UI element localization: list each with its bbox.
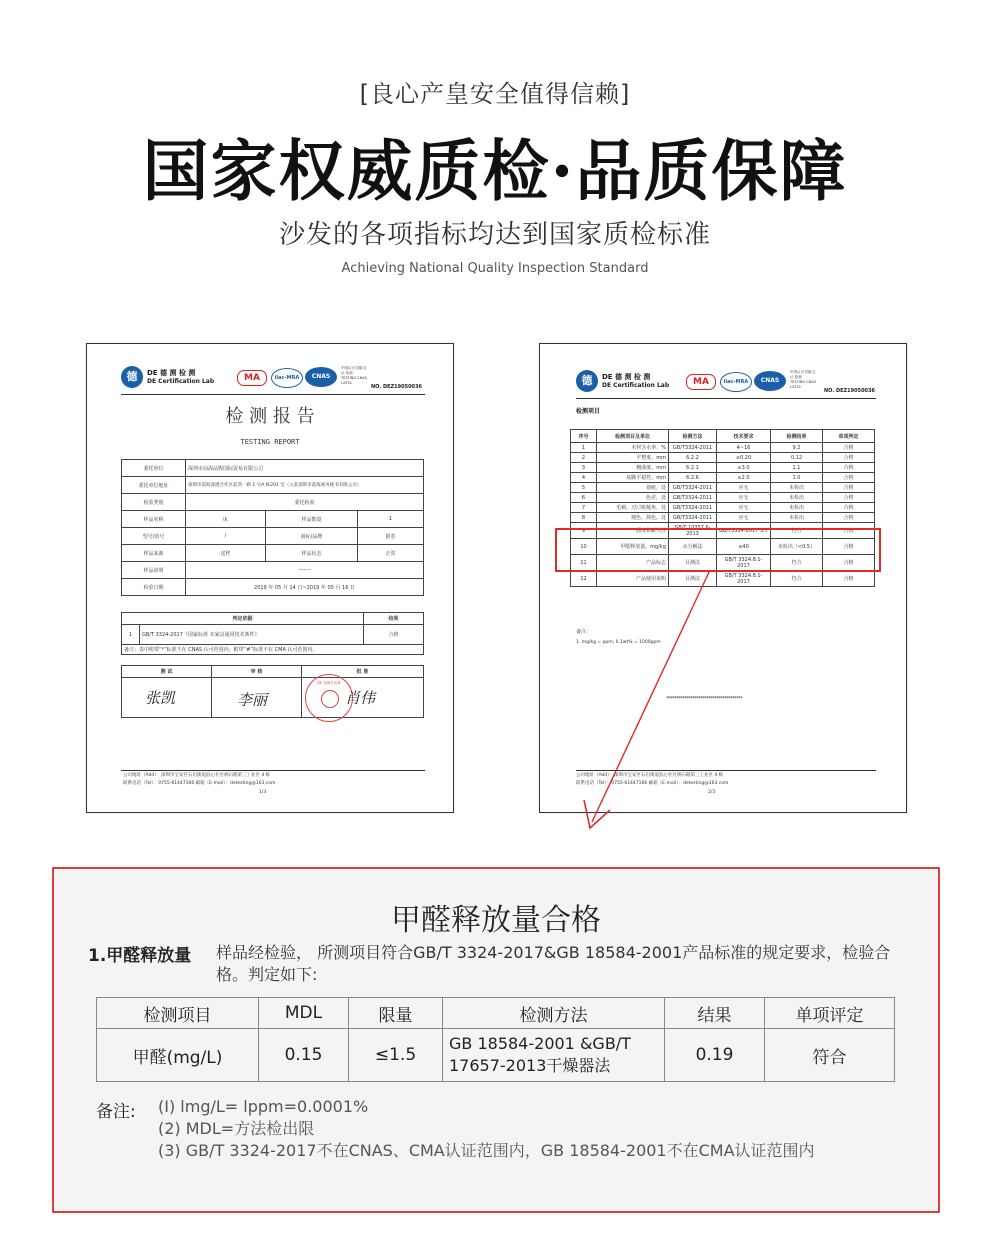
table-cell: 合格 bbox=[823, 473, 875, 483]
limit-cell: ≤1.5 bbox=[349, 1029, 443, 1082]
section-title: 检测项目 bbox=[576, 408, 601, 415]
table-cell: 合格 bbox=[823, 513, 875, 523]
report-page-1 bbox=[86, 343, 454, 813]
table-cell: GB/T3324-2011 bbox=[669, 493, 717, 503]
report-number: NO. DEZ19050036 bbox=[824, 388, 875, 394]
result-header: 结果 bbox=[364, 613, 424, 625]
table-cell: 合格 bbox=[823, 443, 875, 453]
table-cell: 6.2.1 bbox=[669, 463, 717, 473]
table-cell: 翘曲度，mm bbox=[597, 463, 669, 473]
mdl-cell: 0.15 bbox=[259, 1029, 349, 1082]
table-row bbox=[122, 625, 424, 645]
de-logo-icon: 德 bbox=[121, 366, 143, 388]
table-cell: 7 bbox=[571, 503, 597, 513]
header-divider bbox=[576, 398, 876, 399]
cnas-note: 中国认可 国际互认 检测 TESTING CNAS L2532 bbox=[790, 370, 816, 389]
table-cell: ≤2.0 bbox=[717, 473, 771, 483]
ilac-mra-badge-icon: ilac-MRA bbox=[720, 372, 752, 392]
report-title: 检 测 报 告 bbox=[225, 406, 315, 427]
table-cell: 未检出（<0.5） bbox=[771, 539, 823, 555]
remark-text: 备注：表中附带“*”标准不在 CNAS 认可范围内；附带“#”标准不在 CMA 认可范围内。 bbox=[122, 645, 424, 655]
table-cell: GB/T 3324.8.1-2017 bbox=[717, 571, 771, 587]
judge-text: GB/T 3324-2017《国家标准 木家具通用技术条件》 bbox=[140, 625, 364, 645]
subtitle: 沙发的各项指标均达到国家质检标准 bbox=[278, 220, 711, 250]
formaldehyde-table bbox=[96, 997, 895, 1082]
cma-badge-icon: MA bbox=[237, 370, 267, 386]
table-cell: GB/T 3324.8.1-2017 bbox=[717, 555, 771, 571]
header-cell: 检测方法 bbox=[443, 998, 665, 1029]
sign-label-approver: 批 准 bbox=[302, 666, 424, 678]
report-number: NO. DEZ19050036 bbox=[371, 384, 422, 390]
table-cell: 产品使用说明 bbox=[597, 571, 669, 587]
table-cell: 划痕，处 bbox=[597, 483, 669, 493]
table-cell: 应无 bbox=[717, 503, 771, 513]
table-row bbox=[122, 477, 424, 494]
table-cell: 合格 bbox=[823, 523, 875, 539]
header-cell: 检测项目及单位 bbox=[597, 430, 669, 443]
header-cell: 单项评定 bbox=[765, 998, 895, 1029]
table-cell: 2 bbox=[571, 453, 597, 463]
cell-label: 样品来源 bbox=[122, 545, 186, 562]
table-cell: 1 bbox=[571, 443, 597, 453]
lab-name: DE Certification Lab bbox=[602, 382, 670, 389]
table-row bbox=[122, 579, 424, 596]
table-row bbox=[122, 666, 424, 678]
cell-value: 1 bbox=[358, 511, 424, 528]
item-description: 样品经检验， 所测项目符合GB/T 3324-2017&GB 18584-2001产品标准的规定要求，检验合格。判定如下: bbox=[216, 943, 891, 984]
table-cell: GB/T3324-2011 bbox=[669, 503, 717, 513]
header-cell: 检测方法 bbox=[669, 430, 717, 443]
table-cell: 应无 bbox=[717, 483, 771, 493]
table-cell: 1.1 bbox=[771, 463, 823, 473]
panel-title: 甲醛释放量合格 bbox=[391, 903, 601, 938]
table-cell: 符合 bbox=[771, 555, 823, 571]
cell-label: 委托单位地址 bbox=[122, 477, 186, 494]
table-row bbox=[97, 1029, 895, 1082]
report-title-english: TESTING REPORT bbox=[240, 438, 300, 446]
notes-list bbox=[158, 1096, 815, 1162]
note-item: (2) MDL=方法检出限 bbox=[158, 1119, 315, 1138]
signature-tester: 张凯 bbox=[145, 689, 176, 707]
cell-value: 深圳市前海品铿国际贸易有限公司 bbox=[186, 460, 424, 477]
table-row bbox=[571, 463, 875, 473]
tagline: [良心产皇安全值得信赖] bbox=[359, 80, 631, 108]
result-cell: 0.19 bbox=[665, 1029, 765, 1082]
table-cell: 9 bbox=[571, 523, 597, 539]
table-cell: 目测法 bbox=[669, 555, 717, 571]
table-cell: 摇度和耐久性 bbox=[597, 523, 669, 539]
signature-reviewer: 李丽 bbox=[237, 691, 268, 709]
cell-value: 送样 bbox=[186, 545, 266, 562]
cell-label: 检验类别 bbox=[122, 494, 186, 511]
table-cell: GB/T 10357.6-2013 bbox=[669, 523, 717, 539]
table-row bbox=[122, 562, 424, 579]
table-cell: ≤3.0 bbox=[717, 463, 771, 473]
note-label: 备注： bbox=[576, 629, 592, 635]
footer-address: 公司地址（Add）：深圳市宝安区石岩街道浪心社区洲石路第三工业区 4 栋 bbox=[123, 773, 271, 778]
table-cell: 4~16 bbox=[717, 443, 771, 453]
page-number: 2/3 bbox=[708, 790, 716, 795]
rating-cell: 符合 bbox=[765, 1029, 895, 1082]
table-cell: 合格 bbox=[823, 453, 875, 463]
table-cell: 合格 bbox=[823, 571, 875, 587]
table-cell: 合格 bbox=[823, 493, 875, 503]
judgement-table bbox=[121, 612, 424, 655]
cell-label: 商标/品牌 bbox=[266, 528, 358, 545]
header-cell: 检测结果 bbox=[771, 430, 823, 443]
table-cell: GB/T3324-2011 bbox=[669, 513, 717, 523]
header-cell: 序号 bbox=[571, 430, 597, 443]
table-cell: 9.2 bbox=[771, 443, 823, 453]
cell-value: 正常 bbox=[358, 545, 424, 562]
footer-contact: 联系电话（Tel）：0755-61447166 邮箱（E-mail）：detesting@163.com bbox=[123, 781, 276, 786]
cell-label: 样品说明 bbox=[122, 562, 186, 579]
table-header-row bbox=[571, 430, 875, 443]
footer-contact: 联系电话（Tel）：0755-61447166 邮箱（E-mail）：detesting@163.com bbox=[576, 781, 729, 786]
cell-label: 型号/款号 bbox=[122, 528, 186, 545]
item-cell: 甲醛(mg/L) bbox=[97, 1029, 259, 1082]
footer-address: 公司地址（Add）：深圳市宝安区石岩街道浪心社区洲石路第三工业区 4 栋 bbox=[576, 773, 724, 778]
table-cell: 6 bbox=[571, 493, 597, 503]
table-cell: 11 bbox=[571, 555, 597, 571]
table-cell: ≤0.20 bbox=[717, 453, 771, 463]
table-header-row bbox=[97, 998, 895, 1029]
lab-short-name: DE 德 测 检 测 bbox=[147, 369, 196, 377]
report-header bbox=[87, 360, 453, 392]
table-cell: 底脚平稳性，mm bbox=[597, 473, 669, 483]
header-cell: 限量 bbox=[349, 998, 443, 1029]
table-row bbox=[122, 511, 424, 528]
report-info-table bbox=[121, 459, 424, 596]
table-cell: GB/T3324-2017 5.7 bbox=[717, 523, 771, 539]
table-cell: 未检出 bbox=[771, 503, 823, 513]
de-logo-icon: 德 bbox=[576, 370, 598, 392]
signature-approver: 肖伟 bbox=[345, 689, 376, 707]
table-cell: 符合 bbox=[771, 571, 823, 587]
header-cell: 单项判定 bbox=[823, 430, 875, 443]
header-cell: 技术要求 bbox=[717, 430, 771, 443]
table-row bbox=[122, 545, 424, 562]
table-cell: GB/T3324-2011 bbox=[669, 443, 717, 453]
cell-label: 样品名称 bbox=[122, 511, 186, 528]
lab-short-name: DE 德 测 检 测 bbox=[602, 373, 651, 381]
table-cell: 8 bbox=[571, 513, 597, 523]
table-cell: 色差，处 bbox=[597, 493, 669, 503]
table-cell: 产品标志 bbox=[597, 555, 669, 571]
judge-result: 合格 bbox=[364, 625, 424, 645]
table-cell: 未检出 bbox=[771, 513, 823, 523]
footer-divider bbox=[121, 770, 425, 771]
cell-value: / bbox=[186, 528, 266, 545]
table-cell: 4 bbox=[571, 473, 597, 483]
report-header bbox=[540, 364, 906, 396]
cell-label: 样品状态 bbox=[266, 545, 358, 562]
table-cell: 毛刺、刃口锐棱角，处 bbox=[597, 503, 669, 513]
header-cell: MDL bbox=[259, 998, 349, 1029]
table-row bbox=[571, 493, 875, 503]
notes-label: 备注: bbox=[96, 1102, 136, 1122]
table-row bbox=[122, 528, 424, 545]
table-row bbox=[122, 613, 424, 625]
note-text: 1. mg/kg = ppm; 0.1wt% = 1000ppm bbox=[576, 640, 661, 645]
cell-value: 银卷 bbox=[358, 528, 424, 545]
lab-name: DE Certification Lab bbox=[147, 378, 215, 385]
cell-value: 深圳市前海深港合作区前湾一路 1 号A 栋201 室（入驻深圳市前海商务秘书有限公司） bbox=[186, 477, 424, 494]
table-cell: 5 bbox=[571, 483, 597, 493]
method-cell: GB 18584-2001 &GB/T 17657-2013干燥器法 bbox=[443, 1029, 665, 1082]
stamp-star-icon bbox=[321, 690, 339, 708]
table-row bbox=[571, 453, 875, 463]
table-cell: 合格 bbox=[823, 503, 875, 513]
cell-value: 2019 年 05 月 14 日~2019 年 05 月 16 日 bbox=[186, 579, 424, 596]
end-of-report-line: ************************************** bbox=[666, 696, 742, 702]
table-cell: 0.12 bbox=[771, 453, 823, 463]
table-row bbox=[122, 645, 424, 655]
header-divider bbox=[121, 394, 425, 395]
headline: 国家权威质检·品质保障 bbox=[142, 132, 848, 210]
table-cell: 平整度，mm bbox=[597, 453, 669, 463]
table-cell: 1.0 bbox=[771, 473, 823, 483]
note-item: (3) GB/T 3324-2017不在CNAS、CMA认证范围内，GB 18584-2001不在CMA认证范围内 bbox=[158, 1141, 815, 1160]
pointer-arrow-icon bbox=[570, 560, 730, 840]
cell-label: 检验日期 bbox=[122, 579, 186, 596]
sign-label-tester: 测 试 bbox=[122, 666, 212, 678]
table-cell: 木材含水率，% bbox=[597, 443, 669, 453]
table-cell: 6.2.2 bbox=[669, 453, 717, 463]
cma-badge-icon: MA bbox=[686, 374, 716, 390]
table-cell: 合格 bbox=[823, 539, 875, 555]
judge-header: 判定依据 bbox=[122, 613, 364, 625]
table-cell: 符合 bbox=[771, 523, 823, 539]
table-cell: 10 bbox=[571, 539, 597, 555]
table-cell: 合格 bbox=[823, 463, 875, 473]
table-cell: GB/T3324-2011 bbox=[669, 483, 717, 493]
note-item: (I) lmg/L= lppm=0.0001% bbox=[158, 1097, 369, 1116]
detail-panel bbox=[52, 867, 940, 1213]
table-row bbox=[571, 443, 875, 453]
header-cell: 结果 bbox=[665, 998, 765, 1029]
table-cell: 6.2.6 bbox=[669, 473, 717, 483]
cell-label: 委托单位 bbox=[122, 460, 186, 477]
cnas-badge-icon: CNAS bbox=[754, 371, 786, 391]
cnas-note: 中国认可 国际互认 检测 TESTING CNAS L2532 bbox=[341, 366, 367, 385]
table-cell: 褪色、掉色，处 bbox=[597, 513, 669, 523]
table-cell: 目测法 bbox=[669, 571, 717, 587]
header-cell: 检测项目 bbox=[97, 998, 259, 1029]
sign-label-reviewer: 审 核 bbox=[212, 666, 302, 678]
table-row bbox=[571, 473, 875, 483]
cnas-badge-icon: CNAS bbox=[305, 367, 337, 387]
table-row bbox=[122, 494, 424, 511]
ilac-mra-badge-icon: ilac-MRA bbox=[271, 368, 303, 388]
cell-value: 床 bbox=[186, 511, 266, 528]
table-cell: 合格 bbox=[823, 483, 875, 493]
table-cell: 应无 bbox=[717, 493, 771, 503]
stamp-text: DE 检测专用章 bbox=[317, 681, 341, 685]
table-cell: 水分解法 bbox=[669, 539, 717, 555]
subtitle-english: Achieving National Quality Inspection Standard bbox=[341, 261, 649, 276]
page-number: 1/3 bbox=[259, 790, 267, 795]
table-cell: ≤40 bbox=[717, 539, 771, 555]
cell-value: ------- bbox=[186, 562, 424, 579]
cell-label: 样品数量 bbox=[266, 511, 358, 528]
table-cell: 未检出 bbox=[771, 493, 823, 503]
table-row bbox=[571, 513, 875, 523]
table-cell: 应无 bbox=[717, 513, 771, 523]
table-row bbox=[122, 460, 424, 477]
table-cell: 未检出 bbox=[771, 483, 823, 493]
table-cell: 甲醛释放量，mg/kg bbox=[597, 539, 669, 555]
table-cell: 12 bbox=[571, 571, 597, 587]
table-row bbox=[571, 483, 875, 493]
judge-number: 1 bbox=[122, 625, 140, 645]
item-label: 1.甲醛释放量 bbox=[88, 946, 192, 966]
table-row bbox=[571, 503, 875, 513]
cell-value: 委托检验 bbox=[186, 494, 424, 511]
table-cell: 3 bbox=[571, 463, 597, 473]
table-cell: 合格 bbox=[823, 555, 875, 571]
